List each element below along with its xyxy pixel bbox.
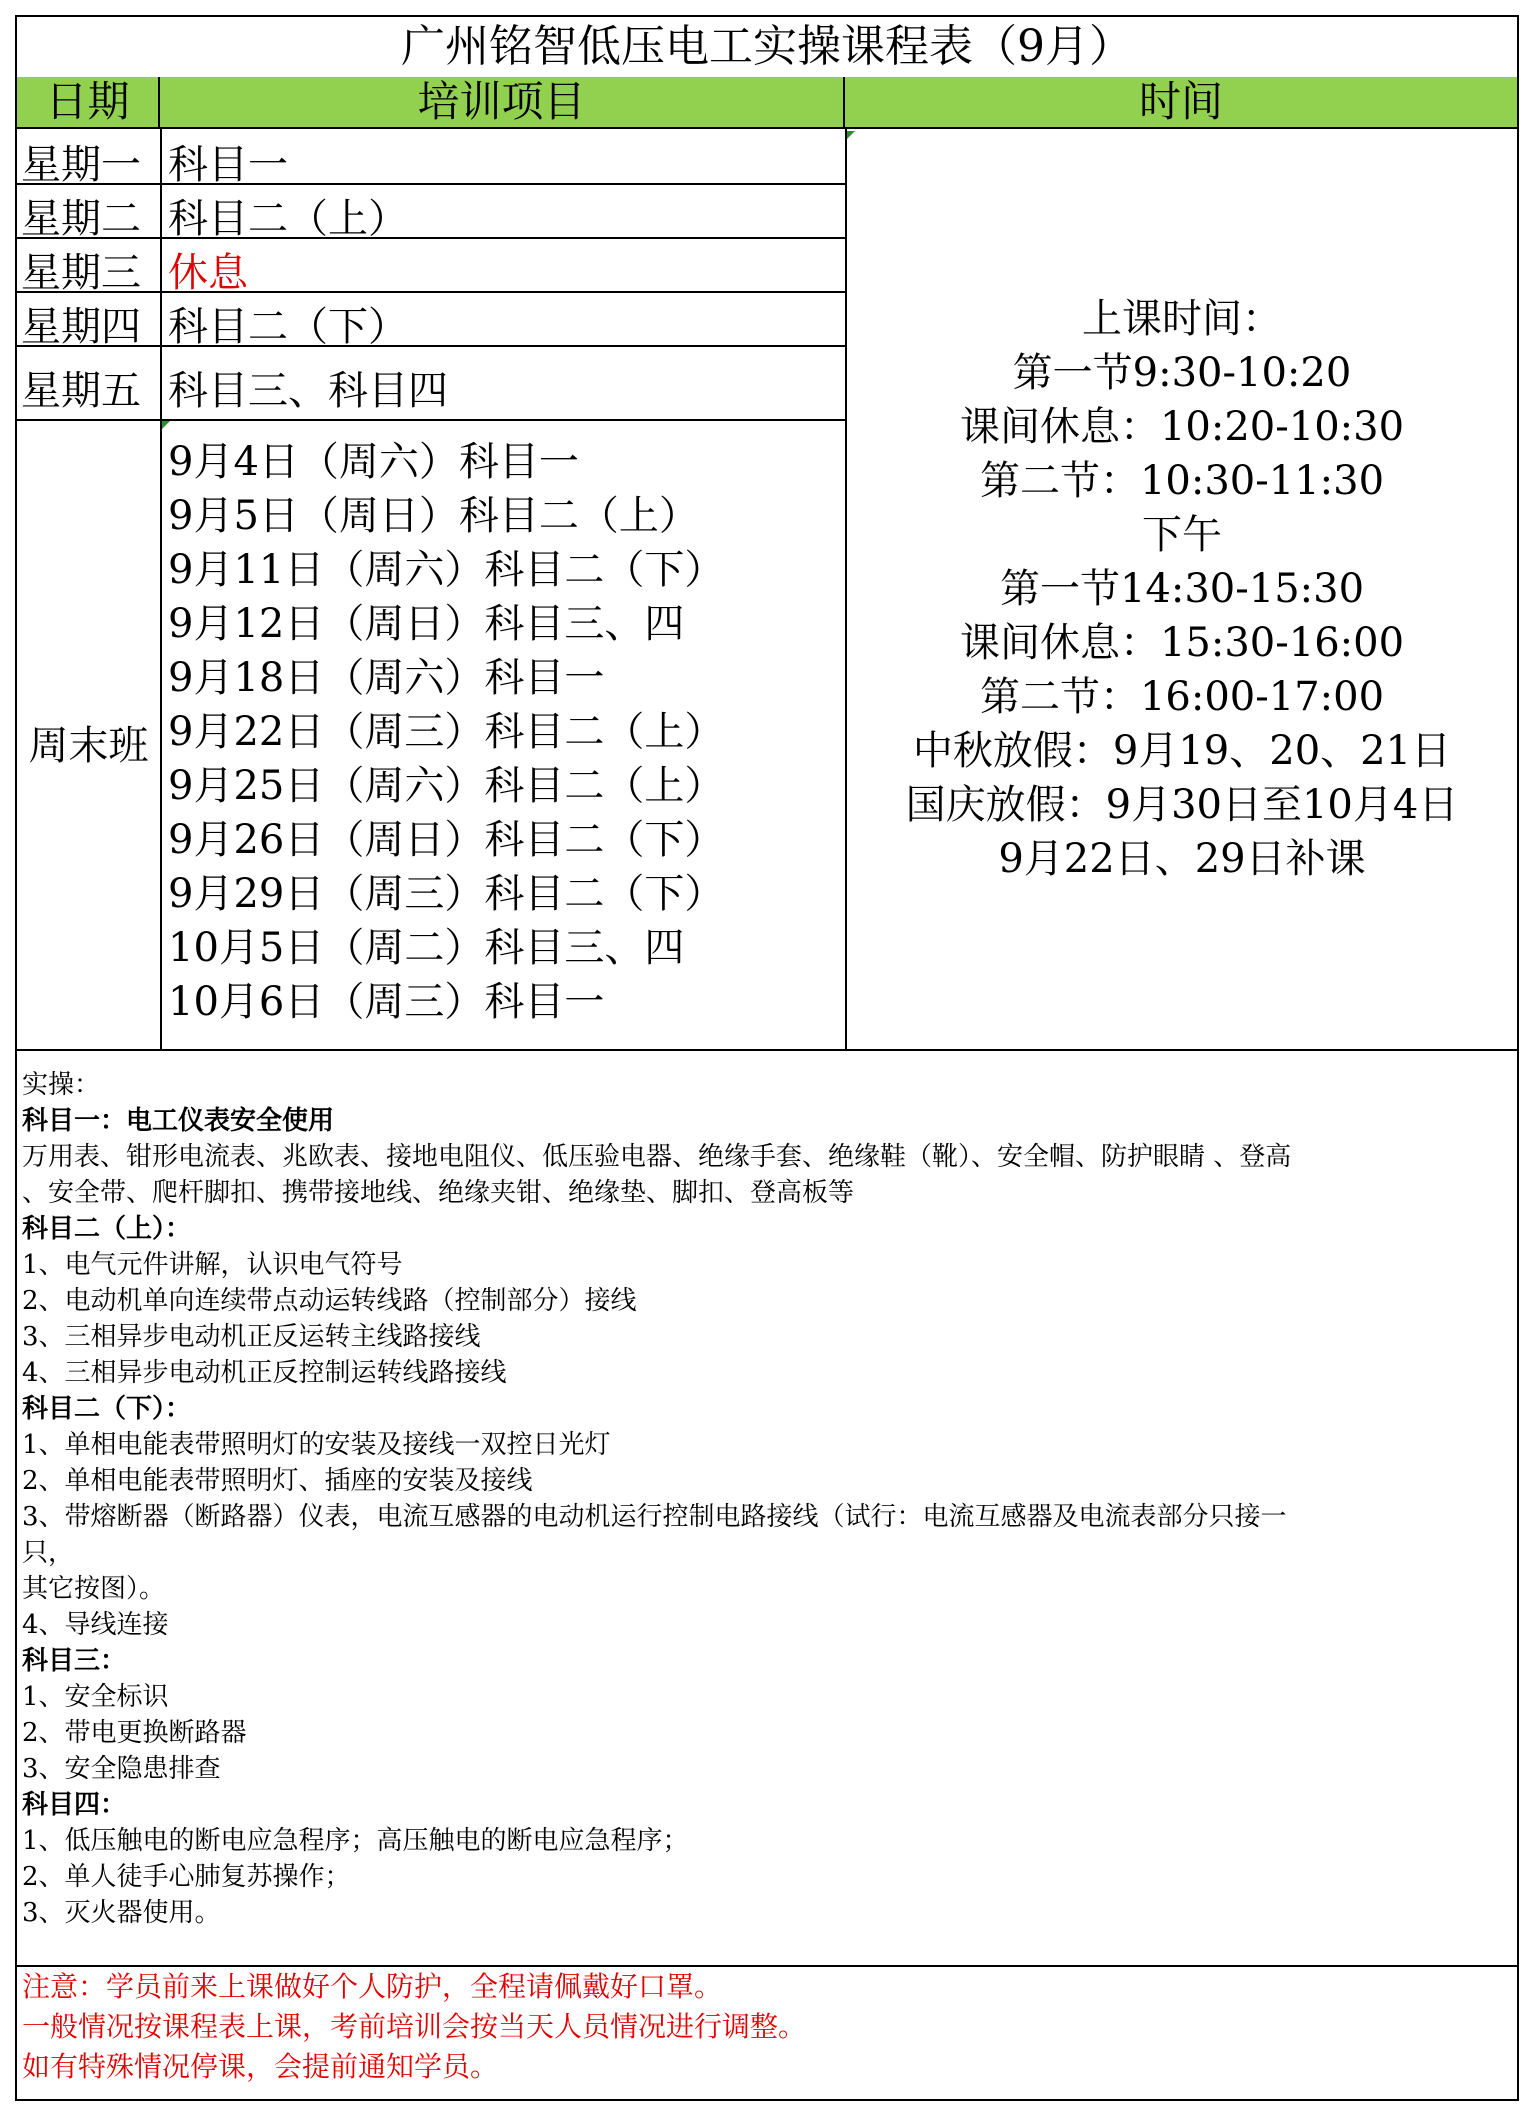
time-line: 第二节：16:00-17:00 [979,674,1385,720]
time-line: 上课时间： [1081,296,1282,342]
weekend-label: 周末班 [28,722,149,769]
time-line: 9月22日、29日补课 [998,836,1366,882]
weekend-entry: 9月12日（周日）科目三、四 [168,601,685,647]
notice-footer [22,1967,1512,2087]
weekend-entry: 9月29日（周三）科目二（下） [168,871,725,917]
header-time: 时间 [845,77,1517,129]
notes-line: 4、导线连接 [22,1610,169,1640]
notes-heading: 科目二（上）： [22,1214,192,1244]
time-line: 课间休息：10:20-10:30 [959,404,1405,450]
weekend-entry: 9月22日（周三）科目二（上） [168,709,725,755]
weekday-subject: 科目二（上） [168,196,408,242]
divider [17,291,845,293]
schedule-sheet [15,15,1519,2101]
notes-heading: 科目一：电工仪表安全使用 [22,1106,335,1136]
time-line: 下午 [1141,512,1222,558]
weekend-list [168,435,838,1029]
time-line: 中秋放假：9月19、20、21日 [912,728,1452,774]
time-line: 第二节：10:30-11:30 [979,458,1385,504]
time-line: 第一节14:30-15:30 [999,566,1365,612]
notes-line: 万用表、钳形电流表、兆欧表、接地电阻仪、低压验电器、绝缘手套、绝缘鞋（靴）、安全帽、防护眼睛 、登高 [22,1142,1292,1172]
weekend-entry: 9月25日（周六）科目二（上） [168,763,725,809]
time-info [906,292,1459,886]
weekday-subject: 科目二（下） [168,304,408,350]
weekend-entry: 10月5日（周二）科目三、四 [168,925,685,971]
weekday-day: 星期一 [21,142,141,188]
notes-line: 、安全带、爬杆脚扣、携带接地线、绝缘夹钳、绝缘垫、脚扣、登高板等 [22,1178,855,1208]
weekend-entry: 9月18日（周六）科目一 [168,655,605,701]
notes-line: 3、三相异步电动机正反运转主线路接线 [22,1322,481,1352]
notes-heading: 科目三： [22,1646,127,1676]
notice-line: 如有特殊情况停课，会提前通知学员。 [22,2050,499,2083]
notes-line: 3、灭火器使用。 [22,1898,221,1928]
weekend-entry: 9月11日（周六）科目二（下） [168,547,725,593]
notice-line: 一般情况按课程表上课，考前培训会按当天人员情况进行调整。 [22,2010,807,2043]
weekday-day: 星期三 [21,250,141,296]
notes-line: 3、带熔断器（断路器）仪表，电流互感器的电动机运行控制电路接线（试行：电流互感器及电流表部分只接一 [22,1502,1287,1532]
weekday-subject-rest: 休息 [168,250,248,296]
divider [160,129,162,1049]
weekend-entry: 9月5日（周日）科目二（上） [168,493,699,539]
time-line: 第一节9:30-10:20 [1012,350,1352,396]
notes-line: 1、低压触电的断电应急程序；高压触电的断电应急程序； [22,1826,689,1856]
header-date: 日期 [17,77,160,129]
notes-line: 1、单相电能表带照明灯的安装及接线一双控日光灯 [22,1430,611,1460]
weekday-day: 星期五 [21,368,141,414]
divider [17,1049,1517,1051]
notes-line: 其它按图）。 [22,1574,166,1604]
weekday-subject: 科目一 [168,142,288,188]
divider [17,183,845,185]
notice-line: 注意：学员前来上课做好个人防护，全程请佩戴好口罩。 [22,1970,723,2003]
page-title: 广州铭智低压电工实操课程表（9月） [17,17,1517,79]
header-item: 培训项目 [160,77,845,129]
weekday-day: 星期四 [21,304,141,350]
weekend-entry: 10月6日（周三）科目一 [168,979,605,1025]
notes-line: 2、带电更换断路器 [22,1718,247,1748]
notes-line: 1、电气元件讲解，认识电气符号 [22,1250,403,1280]
weekday-subject: 科目三、科目四 [168,368,448,414]
notes-heading: 科目四： [22,1790,127,1820]
cell-marker [162,421,170,429]
weekend-entry: 9月4日（周六）科目一 [168,439,579,485]
divider [17,419,845,421]
notes-line: 只， [22,1538,75,1568]
divider [17,345,845,347]
notes-line: 1、安全标识 [22,1682,169,1712]
divider [17,237,845,239]
notes-line: 2、单人徒手心肺复苏操作； [22,1862,351,1892]
weekend-entry: 9月26日（周日）科目二（下） [168,817,725,863]
weekday-day: 星期二 [21,196,141,242]
notes-line: 2、电动机单向连续带点动运转线路（控制部分）接线 [22,1286,637,1316]
time-line: 国庆放假：9月30日至10月4日 [905,782,1459,828]
time-cell [847,129,1517,1049]
time-line: 课间休息：15:30-16:00 [959,620,1405,666]
practice-notes [22,1067,1512,1931]
notes-heading: 科目二（下）： [22,1394,192,1424]
notes-line: 4、三相异步电动机正反控制运转线路接线 [22,1358,507,1388]
notes-line: 实操： [22,1070,101,1100]
notes-line: 2、单相电能表带照明灯、插座的安装及接线 [22,1466,533,1496]
notes-line: 3、安全隐患排查 [22,1754,221,1784]
